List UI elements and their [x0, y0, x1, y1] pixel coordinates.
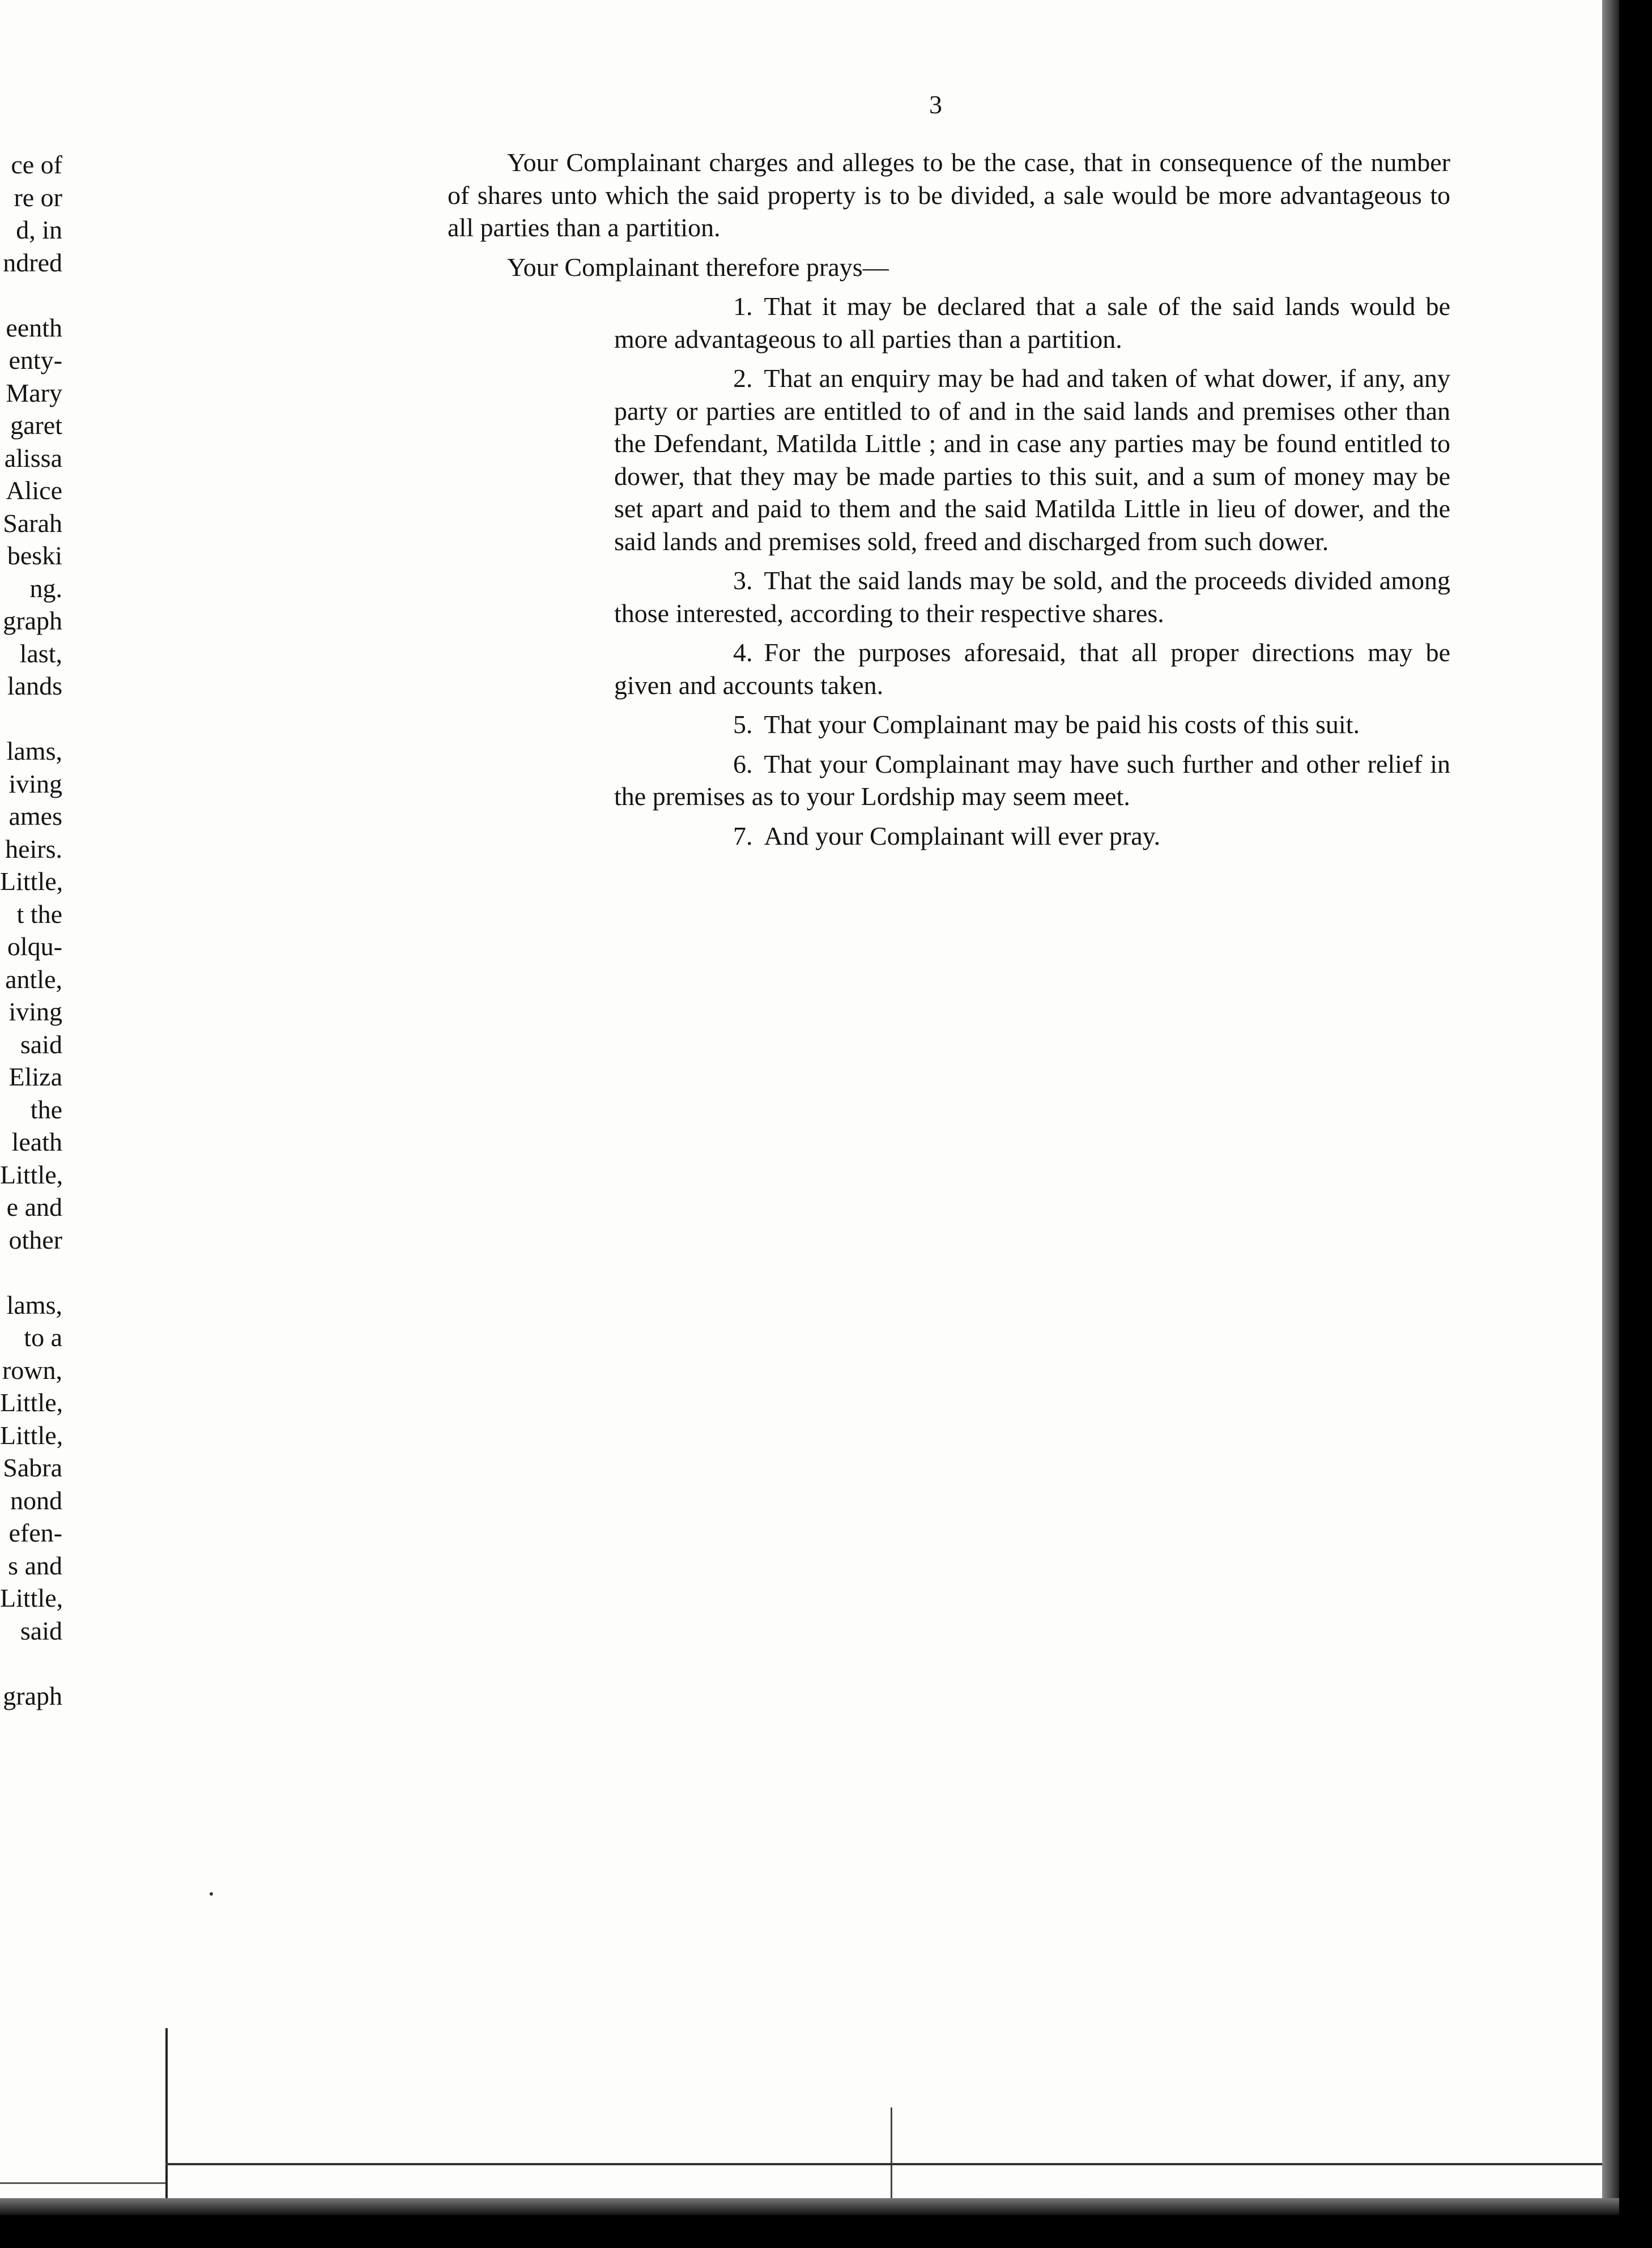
fold-line [165, 2028, 168, 2198]
left-fragment: ce of [11, 150, 62, 179]
prayer-number: 5. [733, 710, 753, 739]
prayer-item [614, 820, 1450, 853]
left-fragment: lams, [6, 1290, 62, 1319]
left-fragment: lams, [6, 736, 62, 765]
left-fragment: ndred [3, 248, 62, 277]
left-fragment: graph [3, 1681, 62, 1710]
page-bottom-edge [0, 2198, 1619, 2215]
left-fragment: Little, [0, 867, 63, 896]
left-fragment: Sabra [3, 1453, 62, 1482]
left-fragment: to a [24, 1323, 62, 1352]
prayer-item [614, 708, 1450, 741]
left-fragment: iving [8, 769, 62, 798]
main-text-body [448, 146, 1450, 859]
prayer-item [614, 362, 1450, 557]
left-fragment: last, [19, 638, 62, 668]
prayer-number: 4. [733, 638, 753, 667]
left-fragment: Sarah [3, 508, 62, 538]
left-fragment [0, 1256, 62, 1289]
prayer-item [614, 748, 1450, 813]
left-fragment: antle, [5, 964, 62, 994]
page-edge-shadow [1602, 0, 1619, 2209]
prayer-text: For the purposes aforesaid, that all proper directions may be given and accounts taken. [614, 638, 1450, 700]
prayer-number: 3. [733, 566, 753, 595]
left-fragment: d, in [16, 215, 62, 244]
left-fragment: garet [10, 411, 62, 440]
left-fragment: Alice [6, 476, 62, 505]
prays-intro: Your Complainant therefore prays— [507, 252, 889, 282]
left-fragment: Mary [6, 378, 62, 407]
left-fragment: heirs. [5, 834, 62, 863]
left-fragment: eenth [6, 313, 62, 342]
prayer-text: That it may be declared that a sale of the said lands would be more advantageous to all parties than a partition. [614, 292, 1450, 354]
bottom-fold-rule [0, 2182, 165, 2184]
prayer-number: 1. [733, 292, 753, 321]
left-fragment: s and [8, 1551, 62, 1580]
prayer-text: That your Complainant may have such further and other relief in the premises as to your Lordship may seem meet. [614, 749, 1450, 811]
left-fragment [0, 702, 62, 735]
left-fragment: leath [11, 1127, 62, 1156]
prayer-item [614, 564, 1450, 629]
left-fragment: ng. [29, 573, 62, 603]
left-fragment: efen- [8, 1518, 62, 1547]
left-fragment: t the [16, 899, 62, 929]
prayer-item [614, 290, 1450, 355]
prayer-text: That an enquiry may be had and taken of what dower, if any, any party or parties are entitled to of and in the said lands and premises other than the Defendant, Matilda Little ; and in case any parties may be found entitled to dower, that they may be made parties to this suit, and a sum of money may be set apart and paid to them and the said Matilda Little in lieu of dower, and the said lands and premises sold, freed and discharged from such dower. [614, 364, 1450, 556]
left-fragment [0, 1647, 62, 1680]
left-fragment: re or [14, 182, 62, 212]
left-fragment: alissa [4, 443, 62, 472]
left-fragment: rown, [2, 1355, 62, 1385]
left-fragment [0, 279, 62, 312]
bottom-fold-rule [165, 2163, 1602, 2165]
ink-speck [210, 1892, 213, 1896]
prayer-number: 2. [733, 364, 753, 393]
prayer-text: That the said lands may be sold, and the proceeds divided among those interested, according to their respective shares. [614, 566, 1450, 628]
left-fragment: Little, [0, 1420, 63, 1450]
left-fragment: the [30, 1095, 62, 1124]
left-fragment: Eliza [8, 1062, 62, 1091]
charges-paragraph: Your Complainant charges and alleges to be the case, that in consequence of the number of shares unto which the said property is to be divided, a sale would be more advantageous to all parties than a partition. [448, 148, 1450, 242]
page-number: 3 [929, 90, 942, 119]
left-fragment: other [8, 1225, 62, 1254]
left-fragment: ames [8, 802, 62, 831]
left-page-fragments [0, 148, 62, 1712]
left-fragment: iving [8, 997, 62, 1026]
left-fragment: nond [10, 1485, 62, 1515]
left-fragment: Little, [0, 1583, 63, 1612]
left-fragment: Little, [0, 1388, 63, 1417]
prayer-list [614, 290, 1450, 852]
left-fragment: e and [6, 1193, 62, 1221]
prayer-item [614, 636, 1450, 701]
fold-line [891, 2108, 892, 2198]
left-fragment: beski [7, 541, 62, 570]
left-fragment: graph [3, 606, 62, 635]
left-fragment: Little, [0, 1160, 63, 1189]
left-fragment: said [20, 1616, 62, 1645]
prayer-text: That your Complainant may be paid his costs of this suit. [764, 710, 1360, 739]
left-fragment: olqu- [7, 932, 62, 961]
left-fragment: lands [7, 671, 62, 700]
prayer-number: 7. [733, 821, 753, 850]
prayer-number: 6. [733, 749, 753, 778]
left-fragment: said [20, 1029, 62, 1059]
prayer-text: And your Complainant will ever pray. [764, 821, 1161, 850]
left-fragment: enty- [8, 346, 62, 374]
